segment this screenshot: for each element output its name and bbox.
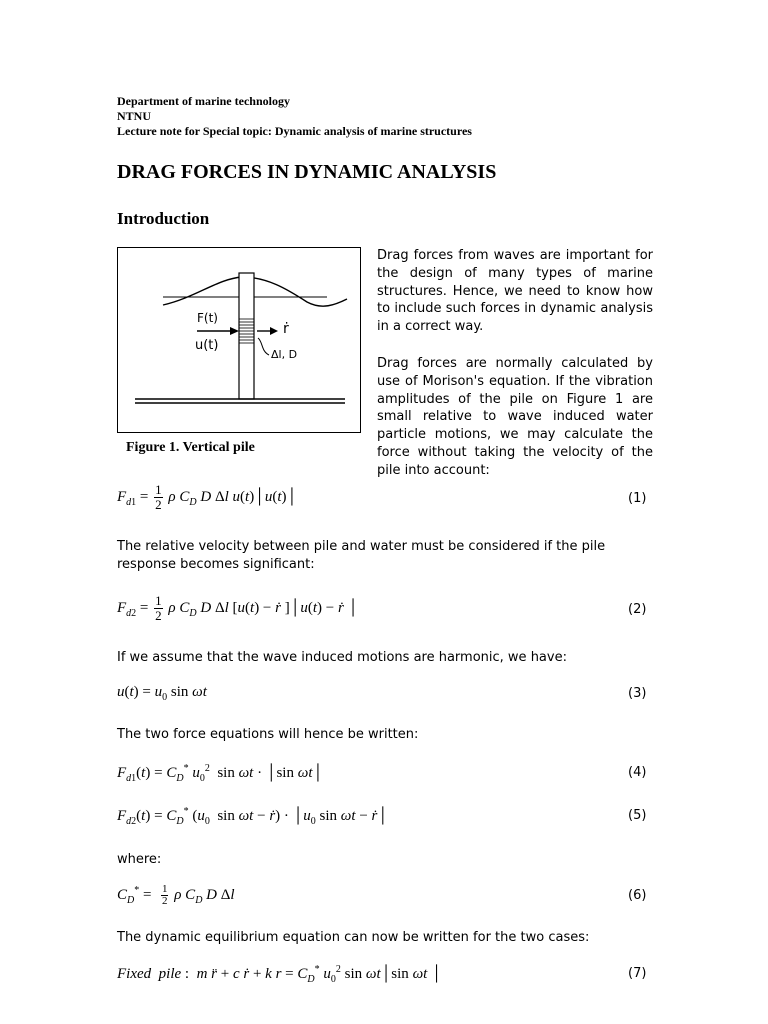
segment-label: Δl, D [271,348,298,361]
equation-6: $C_D^*$ = $\frac{1}{2}$ ρ $C_D$ D Δl [117,883,235,907]
paragraph-where: where: [117,852,162,867]
equation-4: $F_{d1}(t) = C_D^*$ $u_0^2$ sin ωt · │sin ωt│ [117,763,324,784]
velocity-label: u(t) [195,338,219,353]
institution-line: NTNU [117,109,152,123]
paragraph-harmonic: If we assume that the wave induced motions are harmonic, we have: [117,650,567,665]
figure-vertical-pile [117,247,361,433]
equation-number-6: (6) [628,888,647,903]
equation-1: $F_{d1}$ = $\frac{1}{2}$ ρ $C_D$ D Δl u(t)│u(t)│ [117,482,298,512]
paragraph-two-force-equations: The two force equations will hence be written: [117,727,419,742]
equation-number-3: (3) [628,686,647,701]
equation-number-1: (1) [628,491,647,506]
equation-2: $F_{d2}$ = $\frac{1}{2}$ ρ $C_D$ D Δl [u(t) − ṙ ]│u(t) − ṙ │ [117,593,359,623]
rdot-label: ṙ [283,321,289,337]
figure-caption: Figure 1. Vertical pile [126,440,255,455]
equation-number-4: (4) [628,765,647,780]
page-title: DRAG FORCES IN DYNAMIC ANALYSIS [117,161,497,183]
equation-number-7: (7) [628,966,647,981]
force-label: F(t) [197,311,218,325]
equation-number-2: (2) [628,602,647,617]
equation-number-5: (5) [628,808,647,823]
lecture-note-line: Lecture note for Special topic: Dynamic analysis of marine structures [117,124,472,138]
equation-3: $u(t) = u_0$ sin ωt [117,684,207,703]
equation-5: $F_{d2}(t) = C_D^*$ ($u_0$ sin ωt − ṙ) · $│u_0$ sin ωt − ṙ│ [117,806,389,827]
section-heading-introduction: Introduction [117,209,210,228]
paragraph-morison: Drag forces are normally calculated by use of Morison's equation. If the vibration amplitudes of the pile on Figure 1 are small relative to wave induced water particle motions, we may calculate the force without taking the velocity of the pile into account: [377,356,653,478]
equation-7: Fixed pile : m r̈ + c ṙ + k $r = C_D^*$ $u_0^2$ sin ωt│sin ωt │ [117,964,442,985]
paragraph-intro: Drag forces from waves are important for the design of many types of marine structures. Hence, we need to know how to include such forces in dynamic analysis in a correct way. [377,248,653,335]
paragraph-relative-velocity: The relative velocity between pile and water must be considered if the pile response becomes significant: [117,539,606,572]
department-line: Department of marine technology [117,94,290,108]
paragraph-dynamic-equilibrium: The dynamic equilibrium equation can now be written for the two cases: [117,930,590,945]
pile-diagram [117,247,361,433]
